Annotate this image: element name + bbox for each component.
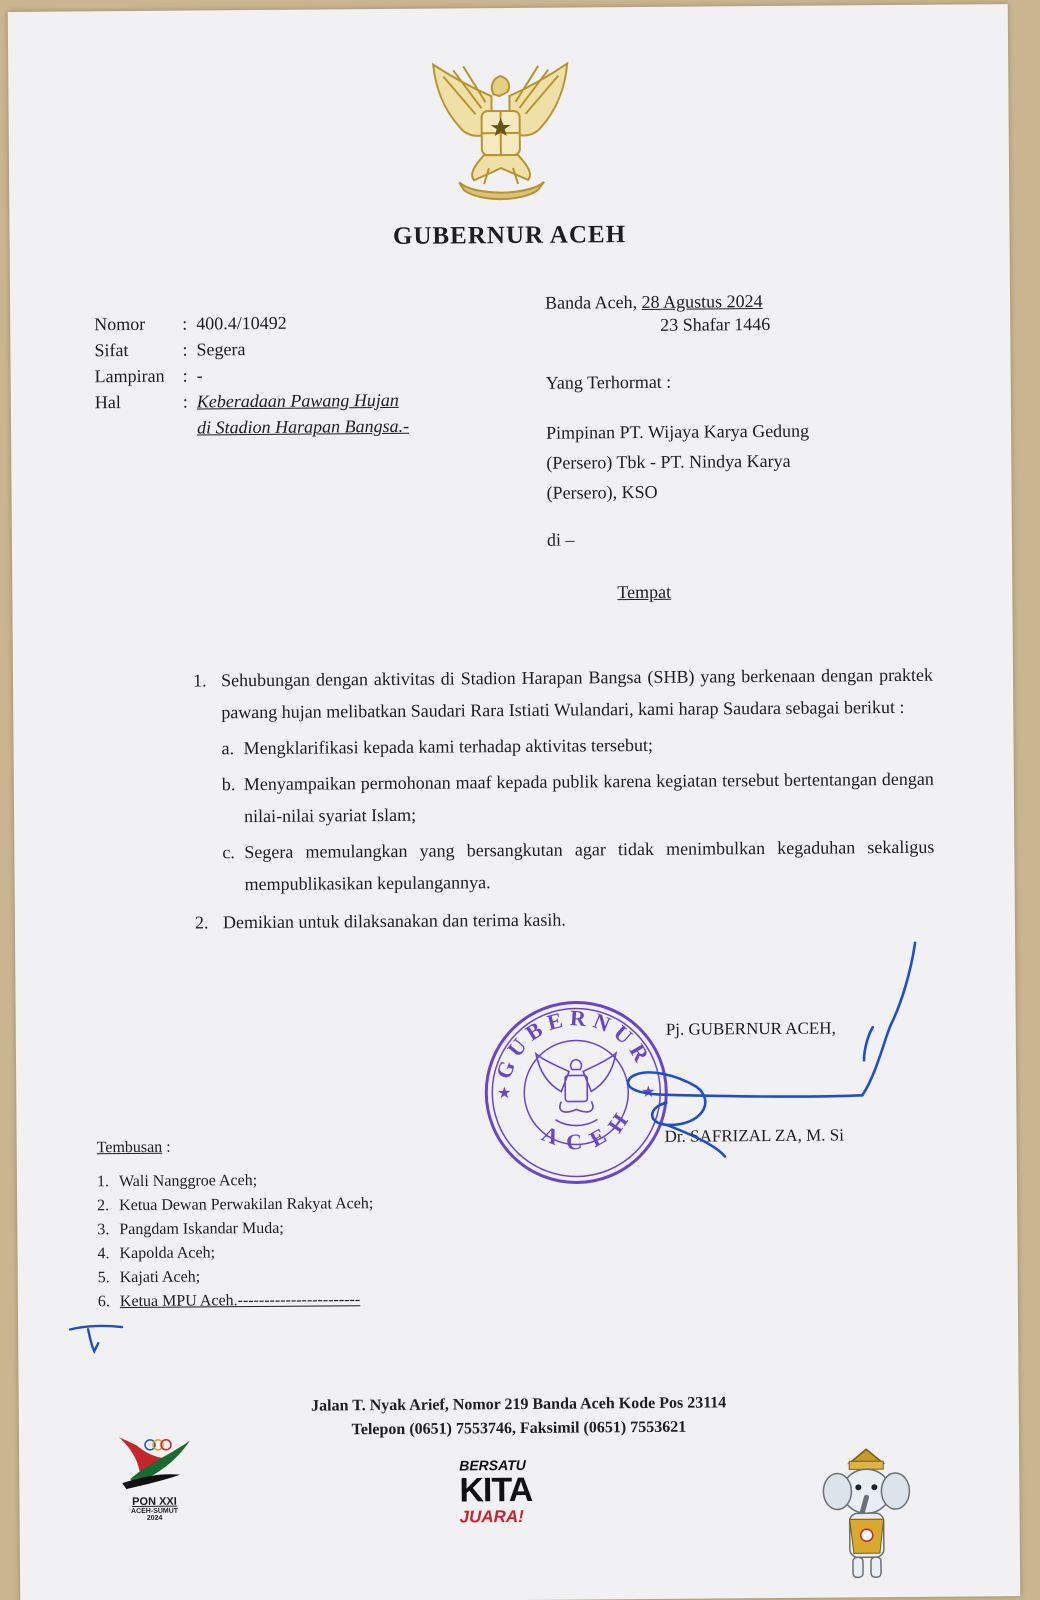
meta-colon: : xyxy=(182,313,188,334)
garuda-emblem-icon xyxy=(413,55,589,206)
date-place: Banda Aceh, xyxy=(544,292,638,313)
nomor-value: 400.4/10492 xyxy=(196,312,287,334)
item-text: Menyampaikan permohonan maaf kepada publik karena kegiatan tersebut bertentangan dengan nilai-nilai syariat Islam; xyxy=(243,768,934,827)
item-text: Kajati Aceh; xyxy=(119,1268,201,1287)
bersatu-kita-juara-logo xyxy=(459,1458,538,1551)
item-text: Wali Nanggroe Aceh; xyxy=(118,1172,258,1191)
hal-value-line1: Keberadaan Pawang Hujan xyxy=(196,389,399,412)
paragraph-text: Demikian untuk dilaksanakan dan terima kasih. xyxy=(222,909,566,933)
lampiran-label: Lampiran xyxy=(94,365,165,387)
item-number: 2. xyxy=(97,1197,110,1215)
paragraph-2 xyxy=(195,901,935,939)
pon-year: 2024 xyxy=(146,1514,163,1522)
date-hijri: 23 Shafar 1446 xyxy=(660,313,771,335)
signatory-name: Dr. SAFRIZAL ZA, M. Si xyxy=(664,1125,844,1146)
item-text: Kapolda Aceh; xyxy=(119,1244,216,1263)
hal-label: Hal xyxy=(94,392,121,413)
hal-row xyxy=(95,387,409,441)
item-number: 5. xyxy=(97,1269,110,1287)
item-text: Mengklarifikasi kepada kami terhadap aktivitas tersebut; xyxy=(243,734,653,759)
paragraph-number: 2. xyxy=(194,912,209,933)
nomor-label: Nomor xyxy=(94,313,146,335)
date-block xyxy=(545,288,763,316)
svg-text:★: ★ xyxy=(497,1085,512,1103)
pon-emblem-icon xyxy=(114,1429,194,1492)
bersatu-line3: JUARA! xyxy=(459,1506,524,1527)
paragraph-text: Sehubungan dengan aktivitas di Stadion Harapan Bangsa (SHB) yang berkenaan dengan praktek pawang hujan melibatkan Saudari Rara Istiati Wulandari, kami harap Saudara sebagai berikut : xyxy=(220,664,934,723)
recipient-line3: (Persero), KSO xyxy=(546,481,658,503)
lampiran-row xyxy=(95,361,409,389)
signatory-title: Pj. GUBERNUR ACEH, xyxy=(665,1018,836,1039)
sifat-value: Segera xyxy=(196,339,246,360)
letter-meta xyxy=(94,309,409,441)
list-item xyxy=(221,727,933,765)
hal-value xyxy=(197,387,409,441)
list-item xyxy=(97,1192,373,1218)
recipient-tempat: Tempat xyxy=(617,581,672,603)
tembusan-heading-row xyxy=(97,1134,373,1160)
letter-page xyxy=(8,4,1020,1600)
recipient-line2: (Persero) Tbk - PT. Nindya Karya xyxy=(546,450,791,473)
paragraph-1 xyxy=(193,659,933,729)
bersatu-line2: KITA xyxy=(459,1470,533,1510)
item-text: Ketua Dewan Perwakilan Rakyat Aceh; xyxy=(119,1195,374,1215)
item-number: 6. xyxy=(97,1293,110,1311)
svg-text:★: ★ xyxy=(641,1083,656,1102)
meta-colon: : xyxy=(182,391,188,412)
list-item xyxy=(97,1216,373,1242)
list-item xyxy=(98,1288,374,1314)
elephant-mascot-icon xyxy=(819,1445,915,1586)
pon-sub: ACEH-SUMUT xyxy=(130,1507,179,1516)
letterhead-title: GUBERNUR ACEH xyxy=(392,221,627,250)
list-item xyxy=(222,831,934,901)
recipient xyxy=(546,415,887,508)
nomor-row xyxy=(94,309,408,337)
sifat-row xyxy=(94,335,408,363)
list-item xyxy=(97,1240,373,1266)
tembusan-heading: Tembusan xyxy=(96,1138,163,1157)
item-letter: b. xyxy=(221,774,236,795)
item-number: 4. xyxy=(97,1245,110,1263)
item-letter: a. xyxy=(221,738,235,759)
salutation: Yang Terhormat : xyxy=(545,371,672,393)
lampiran-value: - xyxy=(196,365,203,386)
item-text: Segera memulangkan yang bersangkutan agar tidak menimbulkan kegaduhan sekaligus mempublikasikan kepulangannya. xyxy=(244,836,935,895)
pon-text: PON XXI xyxy=(132,1495,177,1509)
meta-colon: : xyxy=(182,365,188,386)
item-number: 1. xyxy=(96,1173,110,1191)
sifat-label: Sifat xyxy=(94,340,129,361)
hal-value-line2: di Stadion Harapan Bangsa.- xyxy=(196,415,410,438)
meta-colon: : xyxy=(182,339,188,360)
list-item xyxy=(97,1168,373,1194)
recipient-di: di – xyxy=(546,529,575,550)
stamp-top-text: GUBERNUR xyxy=(490,1005,658,1082)
stamp-bottom-text: ACEH xyxy=(538,1098,640,1155)
item-letter: c. xyxy=(222,842,235,863)
tembusan-colon: : xyxy=(166,1138,171,1156)
pon-xxi-logo xyxy=(114,1429,195,1540)
date-gregorian: 28 Agustus 2024 xyxy=(641,291,763,312)
tembusan-block xyxy=(97,1134,375,1314)
bersatu-line1: BERSATU xyxy=(459,1456,526,1474)
item-text: Ketua MPU Aceh.----------------------- xyxy=(119,1291,361,1311)
paragraph-number: 1. xyxy=(192,670,207,691)
check-mark-icon xyxy=(66,1319,126,1359)
item-number: 3. xyxy=(97,1221,110,1239)
footer-address: Jalan T. Nyak Arief, Nomor 219 Banda Aceh Kode Pos 23114 xyxy=(311,1394,727,1415)
footer-phone: Telepon (0651) 7553746, Faksimil (0651) 7553621 xyxy=(351,1418,687,1439)
list-item xyxy=(222,763,934,833)
handwritten-signature-icon xyxy=(605,935,937,1178)
item-text: Pangdam Iskandar Muda; xyxy=(119,1219,284,1239)
letter-body xyxy=(193,659,935,939)
list-item xyxy=(98,1264,374,1290)
recipient-line1: Pimpinan PT. Wijaya Karya Gedung xyxy=(546,420,810,443)
